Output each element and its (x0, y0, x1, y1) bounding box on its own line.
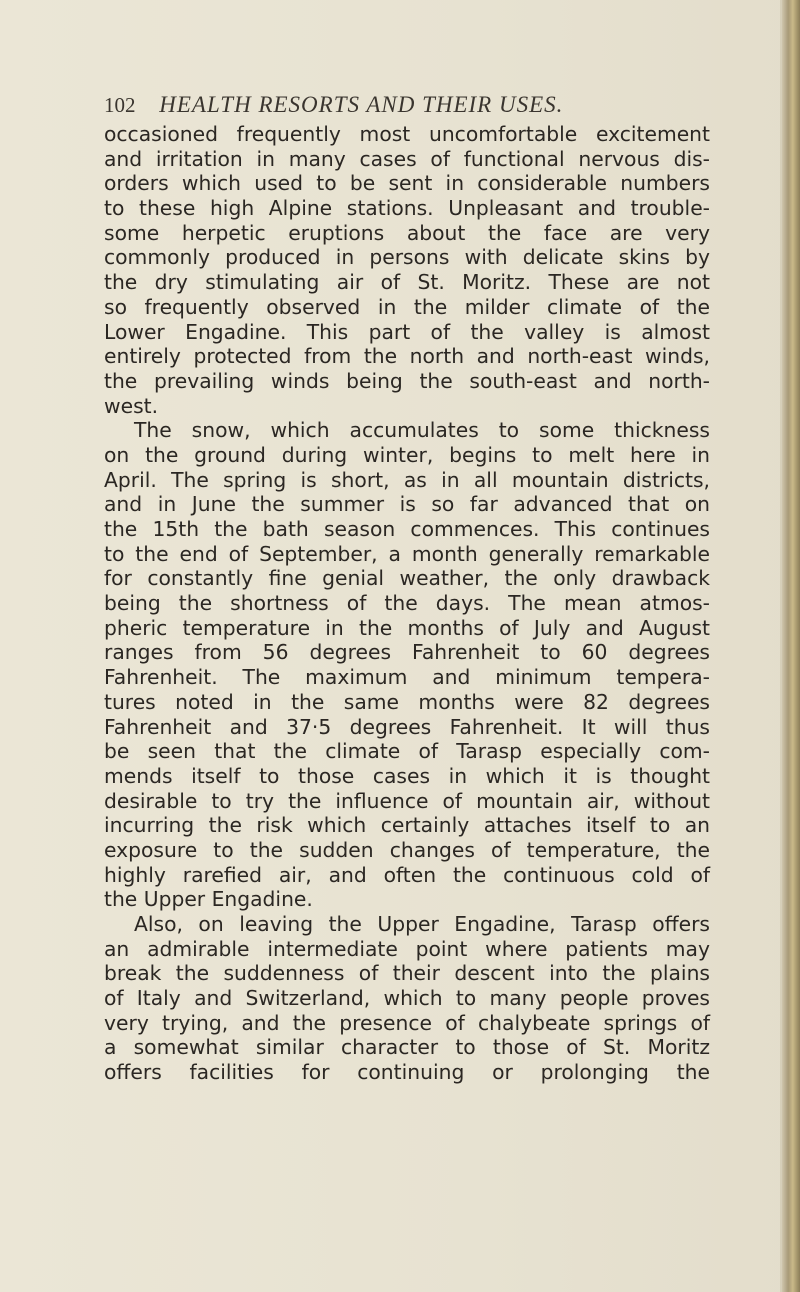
text-line: the 15th the bath season commences. This continues (104, 517, 710, 541)
text-line: ranges from 56 degrees Fahrenheit to 60 degrees (104, 640, 710, 665)
text-line: so frequently observed in the milder climate of the (104, 294, 710, 319)
text-line: break the suddenness of their descent into the plains (104, 961, 710, 986)
page-number: 102 (104, 93, 136, 117)
running-header (104, 92, 684, 118)
text-line: to the end of September, a month generally remarkable (104, 541, 710, 566)
text-line: some herpetic eruptions about the face are very (104, 220, 710, 245)
text-line: orders which used to be sent in considerable numbers (104, 171, 710, 196)
text-line: Fahrenheit. The maximum and minimum tempera- (104, 665, 710, 690)
text-line: exposure to the sudden changes of temperature, the (104, 837, 710, 862)
text-line: desirable to try the influence of mountain air, without (104, 788, 710, 813)
text-line: tures noted in the same months were 82 degrees (104, 689, 710, 714)
text-line: an admirable intermediate point where patients may (104, 936, 710, 961)
text-line: to these high Alpine stations. Unpleasant and trouble- (104, 196, 710, 221)
text-line: and irritation in many cases of functional nervous dis- (104, 146, 710, 171)
body-text (104, 122, 710, 1085)
text-line: commonly produced in persons with delicate skins by (104, 245, 710, 270)
text-line: highly rarefied air, and often the continuous cold of (104, 862, 710, 887)
paragraph-start-line: Also, on leaving the Upper Engadine, Tarasp offers (134, 912, 710, 936)
text-line: offers facilities for continuing or prolonging the (104, 1060, 710, 1085)
text-line: be seen that the climate of Tarasp especially com- (104, 739, 710, 764)
text-line: occasioned frequently most uncomfortable excitement (104, 122, 710, 146)
paragraph-end-line: the Upper Engadine. (104, 887, 313, 912)
text-line: being the shortness of the days. The mean atmos- (104, 591, 710, 616)
paragraph-start-line: The snow, which accumulates to some thickness (134, 418, 710, 443)
running-title: HEALTH RESORTS AND THEIR USES. (159, 92, 564, 117)
text-line: Lower Engadine. This part of the valley is almost (104, 319, 710, 344)
text-line: incurring the risk which certainly attaches itself to an (104, 813, 710, 838)
text-line: very trying, and the presence of chalybeate springs of (104, 1010, 710, 1035)
text-line: April. The spring is short, as in all mountain districts, (104, 467, 710, 492)
paragraph-end-line: west. (104, 393, 159, 418)
text-line: on the ground during winter, begins to melt here in (104, 442, 710, 467)
text-line: the prevailing winds being the south-east and north- (104, 368, 710, 393)
text-line: the dry stimulating air of St. Moritz. These are not (104, 270, 710, 295)
text-line: Fahrenheit and 37·5 degrees Fahrenheit. It will thus (104, 714, 710, 739)
text-line: and in June the summer is so far advanced that on (104, 492, 710, 517)
text-line: entirely protected from the north and north-east winds, (104, 344, 710, 369)
text-line: mends itself to those cases in which it is thought (104, 763, 710, 788)
text-line: for constantly fine genial weather, the only drawback (104, 566, 710, 591)
text-line: pheric temperature in the months of July and August (104, 615, 710, 640)
page-edge (782, 0, 800, 1292)
text-line: a somewhat similar character to those of St. Moritz (104, 1035, 710, 1060)
text-line: of Italy and Switzerland, which to many people proves (104, 986, 710, 1011)
